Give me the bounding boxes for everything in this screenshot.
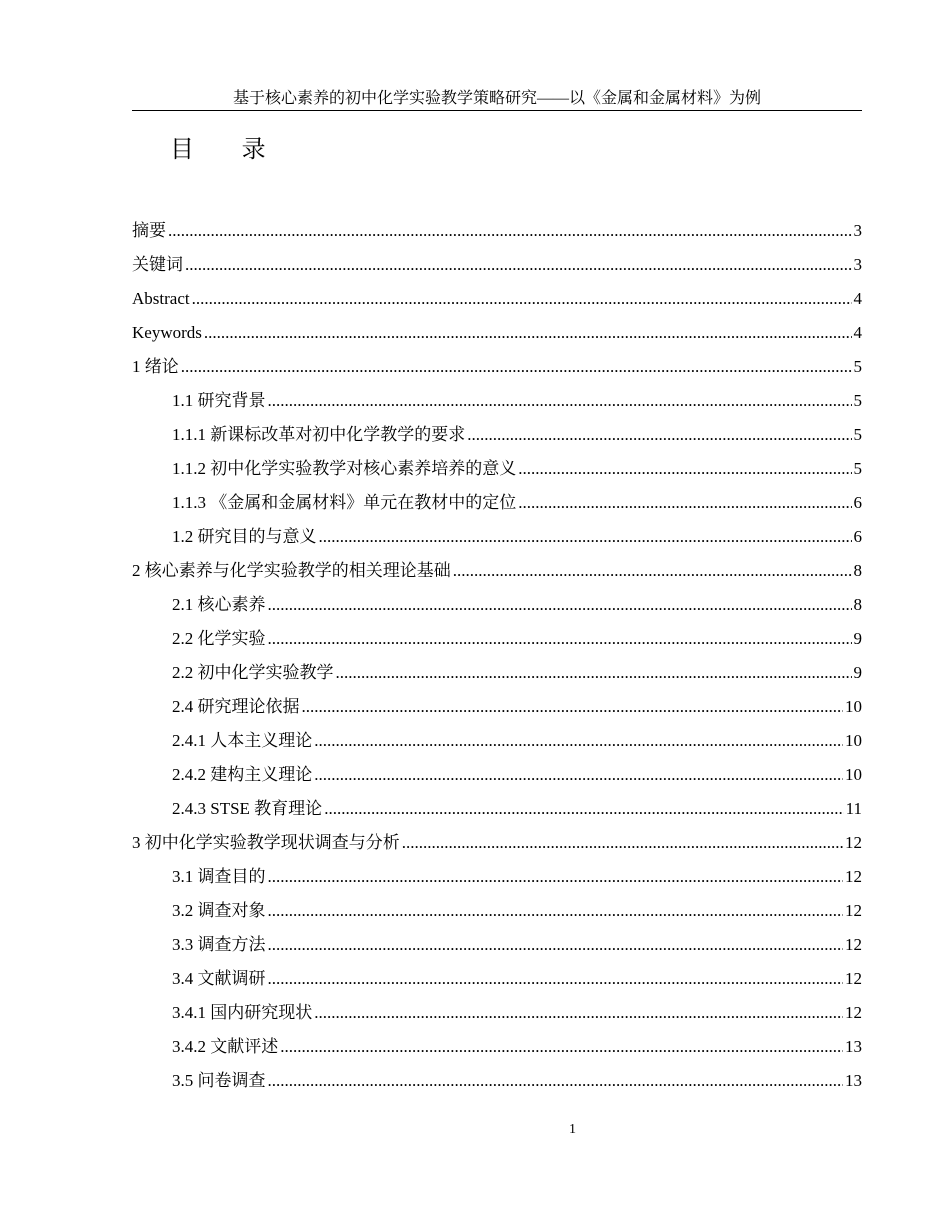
toc-entry-page: 5: [853, 459, 862, 478]
toc-entry-label: 3.5 问卷调查: [172, 1071, 266, 1090]
toc-entry-label: Keywords: [132, 323, 202, 342]
toc-entry[interactable]: [132, 1030, 862, 1064]
toc-entry-label: 2.4.1 人本主义理论: [172, 731, 313, 750]
toc-entry-label: 3.3 调查方法: [172, 935, 266, 954]
toc-entry-page: 3: [853, 221, 862, 240]
toc-entry-page: 5: [853, 391, 862, 410]
toc-dot-leader: [336, 656, 852, 690]
toc-dot-leader: [168, 214, 852, 248]
toc-entry[interactable]: [132, 860, 862, 894]
toc-entry-label: 2.2 化学实验: [172, 629, 266, 648]
toc-entry-page: 3: [853, 255, 862, 274]
toc-dot-leader: [467, 418, 851, 452]
toc-entry-page: 12: [845, 969, 862, 988]
toc-entry-page: 11: [845, 799, 862, 818]
toc-dot-leader: [302, 690, 844, 724]
toc-entry-label: 2 核心素养与化学实验教学的相关理论基础: [132, 561, 451, 580]
toc-dot-leader: [268, 962, 844, 996]
toc-dot-leader: [268, 384, 852, 418]
toc-dot-leader: [402, 826, 843, 860]
toc-entry-page: 4: [853, 323, 862, 342]
toc-entry-page: 13: [845, 1037, 862, 1056]
toc-entry-label: 1.1.2 初中化学实验教学对核心素养培养的意义: [172, 459, 517, 478]
toc-entry-label: Abstract: [132, 289, 190, 308]
toc-entry[interactable]: [132, 384, 862, 418]
running-header-title: 基于核心素养的初中化学实验教学策略研究——以《金属和金属材料》为例: [232, 90, 761, 107]
toc-entry-label: 1.1 研究背景: [172, 391, 266, 410]
toc-dot-leader: [268, 860, 844, 894]
toc-dot-leader: [185, 248, 852, 282]
toc-entry[interactable]: [132, 554, 862, 588]
toc-dot-leader: [453, 554, 852, 588]
toc-entry[interactable]: [132, 350, 862, 384]
toc-entry-page: 6: [853, 493, 862, 512]
toc-dot-leader: [268, 894, 844, 928]
toc-entry[interactable]: [132, 282, 862, 316]
toc-entry-page: 10: [845, 697, 862, 716]
toc-dot-leader: [314, 758, 843, 792]
toc-entry-page: 12: [845, 901, 862, 920]
toc-entry-label: 1 绪论: [132, 357, 179, 376]
toc-entry-page: 9: [853, 629, 862, 648]
toc-entry[interactable]: [132, 418, 862, 452]
toc-entry-label: 1.1.3 《金属和金属材料》单元在教材中的定位: [172, 493, 517, 512]
toc-entry-page: 13: [845, 1071, 862, 1090]
toc-entry-page: 12: [845, 1003, 862, 1022]
toc-entry[interactable]: [132, 758, 862, 792]
toc-entry[interactable]: [132, 214, 862, 248]
toc-entry-page: 9: [853, 663, 862, 682]
toc-entry[interactable]: [132, 1064, 862, 1098]
toc-entry[interactable]: [132, 452, 862, 486]
toc-entry[interactable]: [132, 622, 862, 656]
toc-entry[interactable]: [132, 316, 862, 350]
toc-entry-page: 5: [853, 357, 862, 376]
toc-entry-label: 2.1 核心素养: [172, 595, 266, 614]
toc-dot-leader: [314, 724, 843, 758]
toc-entry[interactable]: [132, 724, 862, 758]
toc-entry-label: 3.4 文献调研: [172, 969, 266, 988]
toc-entry[interactable]: [132, 588, 862, 622]
toc-entry[interactable]: [132, 656, 862, 690]
toc-entry-page: 12: [845, 867, 862, 886]
toc-entry-page: 8: [853, 561, 862, 580]
toc-dot-leader: [314, 996, 843, 1030]
toc-entry-label: 1.1.1 新课标改革对初中化学教学的要求: [172, 425, 466, 444]
toc-entry-label: 3.2 调查对象: [172, 901, 266, 920]
toc-entry[interactable]: [132, 996, 862, 1030]
toc-dot-leader: [518, 452, 851, 486]
toc-entry-label: 3.1 调查目的: [172, 867, 266, 886]
toc-entry[interactable]: [132, 248, 862, 282]
toc-entry-page: 12: [845, 935, 862, 954]
toc-dot-leader: [268, 588, 852, 622]
toc-entry[interactable]: [132, 962, 862, 996]
toc-dot-leader: [268, 1064, 844, 1098]
toc-entry[interactable]: [132, 792, 862, 826]
toc-entry-label: 3 初中化学实验教学现状调查与分析: [132, 833, 400, 852]
toc-entry-page: 4: [853, 289, 862, 308]
running-header: [132, 88, 862, 111]
toc-dot-leader: [268, 622, 852, 656]
table-of-contents: [132, 214, 862, 1098]
toc-entry-label: 1.2 研究目的与意义: [172, 527, 317, 546]
toc-entry-label: 2.4.2 建构主义理论: [172, 765, 313, 784]
toc-entry[interactable]: [132, 894, 862, 928]
toc-entry-label: 2.4.3 STSE 教育理论: [172, 799, 323, 818]
toc-title: 目 录: [170, 135, 286, 163]
toc-entry[interactable]: [132, 928, 862, 962]
toc-entry-page: 6: [853, 527, 862, 546]
toc-entry-label: 关键词: [132, 255, 183, 274]
toc-dot-leader: [192, 282, 852, 316]
toc-entry-page: 10: [845, 765, 862, 784]
toc-entry-page: 5: [853, 425, 862, 444]
toc-entry[interactable]: [132, 826, 862, 860]
toc-entry-page: 12: [845, 833, 862, 852]
toc-entry-label: 3.4.1 国内研究现状: [172, 1003, 313, 1022]
toc-dot-leader: [204, 316, 852, 350]
toc-dot-leader: [319, 520, 852, 554]
toc-dot-leader: [181, 350, 852, 384]
toc-entry[interactable]: [132, 690, 862, 724]
toc-entry-label: 2.2 初中化学实验教学: [172, 663, 334, 682]
toc-dot-leader: [268, 928, 844, 962]
toc-entry-page: 10: [845, 731, 862, 750]
toc-entry-label: 2.4 研究理论依据: [172, 697, 300, 716]
toc-dot-leader: [324, 792, 843, 826]
toc-dot-leader: [280, 1030, 843, 1064]
toc-entry-label: 摘要: [132, 221, 166, 240]
toc-entry-label: 3.4.2 文献评述: [172, 1037, 279, 1056]
toc-entry-page: 8: [853, 595, 862, 614]
toc-entry[interactable]: [132, 486, 862, 520]
toc-dot-leader: [518, 486, 851, 520]
toc-entry[interactable]: [132, 520, 862, 554]
page-number: 1: [569, 1122, 576, 1137]
